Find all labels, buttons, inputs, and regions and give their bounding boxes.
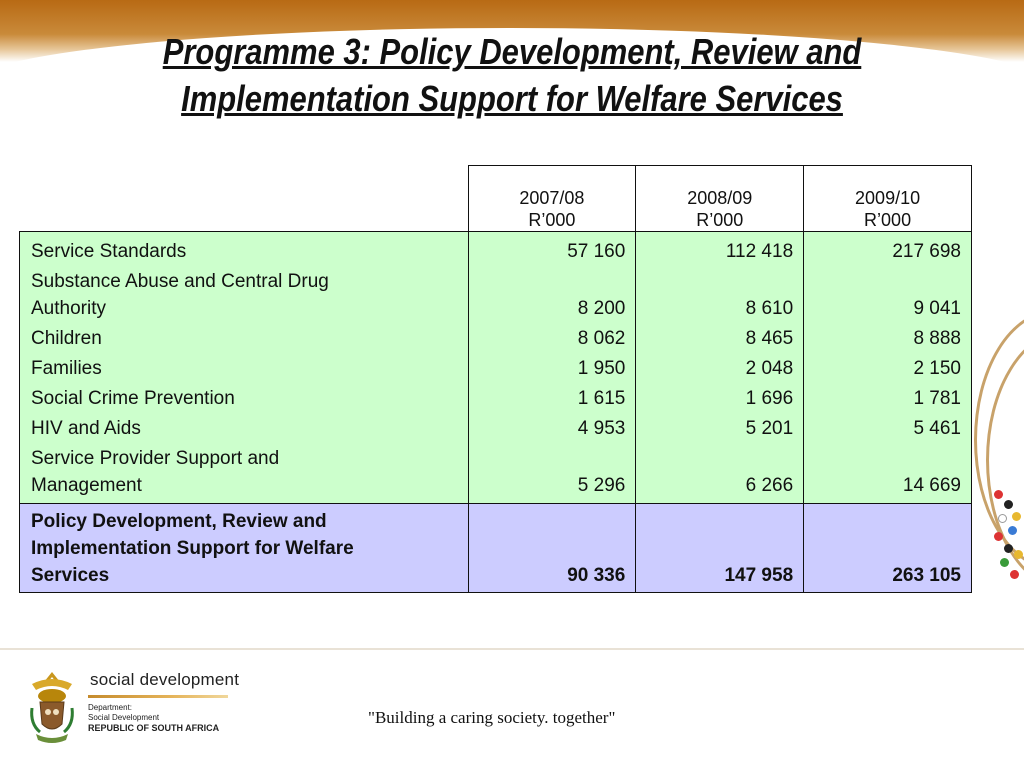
total-label-line: Policy Development, Review and (31, 511, 327, 532)
column-year: 2007/08 (519, 188, 585, 208)
column-unit: R’000 (528, 210, 576, 230)
bead (998, 514, 1007, 523)
department-country: REPUBLIC OF SOUTH AFRICA (88, 723, 220, 733)
bead (1012, 512, 1021, 521)
row-label (20, 268, 469, 325)
title-line-2: Implementation Support for Welfare Services (181, 78, 843, 119)
cell-value: 1 781 (804, 385, 972, 415)
total-value: 90 336 (468, 504, 636, 593)
cell-value: 1 696 (636, 385, 804, 415)
row-label (20, 415, 469, 445)
column-year: 2009/10 (855, 188, 921, 208)
table-row (20, 232, 972, 269)
cell-value: 5 296 (468, 445, 636, 504)
row-label-line: Families (31, 358, 102, 379)
bead (1008, 526, 1017, 535)
table-row (20, 385, 972, 415)
total-value: 263 105 (804, 504, 972, 593)
total-label (20, 504, 469, 593)
row-label-line: Management (31, 475, 142, 496)
column-header-2009-10 (804, 166, 972, 232)
cell-value: 1 615 (468, 385, 636, 415)
bead (994, 532, 1003, 541)
bead (1004, 500, 1013, 509)
department-line: Social Development (88, 713, 160, 722)
row-label (20, 325, 469, 355)
cell-value: 2 048 (636, 355, 804, 385)
row-label (20, 355, 469, 385)
department-line: Department: (88, 703, 133, 712)
column-header-2007-08 (468, 166, 636, 232)
column-year: 2008/09 (687, 188, 753, 208)
total-value: 147 958 (636, 504, 804, 593)
bead (1010, 570, 1019, 579)
slide-title (106, 28, 918, 122)
bead (1000, 558, 1009, 567)
row-label-line: Service Provider Support and (31, 448, 280, 469)
column-unit: R’000 (864, 210, 912, 230)
cell-value: 4 953 (468, 415, 636, 445)
cell-value: 5 201 (636, 415, 804, 445)
total-row (20, 504, 972, 593)
cell-value: 1 950 (468, 355, 636, 385)
cell-value: 217 698 (804, 232, 972, 269)
cell-value: 8 888 (804, 325, 972, 355)
footer-divider (0, 648, 1024, 650)
bead (1014, 550, 1023, 559)
cell-value: 6 266 (636, 445, 804, 504)
row-label-line: HIV and Aids (31, 418, 141, 439)
row-label-line: Substance Abuse and Central Drug (31, 271, 329, 292)
bead (994, 490, 1003, 499)
cell-value: 14 669 (804, 445, 972, 504)
beadwork-decoration (964, 300, 1024, 640)
column-header-2008-09 (636, 166, 804, 232)
table-row (20, 325, 972, 355)
cell-value: 8 062 (468, 325, 636, 355)
total-label-line: Implementation Support for Welfare (31, 538, 354, 559)
title-line-1: Programme 3: Policy Development, Review and (162, 31, 862, 72)
coat-of-arms-icon (26, 668, 78, 744)
budget-table (19, 165, 972, 593)
table-header-row (20, 166, 972, 232)
cell-value: 9 041 (804, 268, 972, 325)
row-label (20, 232, 469, 269)
row-label-line: Service Standards (31, 241, 187, 262)
row-label-line: Authority (31, 298, 106, 319)
slogan: "Building a caring society. together" (368, 708, 616, 727)
department-label (88, 703, 219, 733)
row-label-line: Children (31, 328, 102, 349)
header-blank-cell (20, 166, 469, 232)
table-row (20, 268, 972, 325)
cell-value: 5 461 (804, 415, 972, 445)
logo-underline (88, 695, 228, 698)
cell-value: 57 160 (468, 232, 636, 269)
cell-value: 2 150 (804, 355, 972, 385)
row-label (20, 385, 469, 415)
table-row (20, 355, 972, 385)
row-label (20, 445, 469, 504)
table-row (20, 415, 972, 445)
total-label-line: Services (31, 565, 110, 586)
row-label-line: Social Crime Prevention (31, 388, 235, 409)
cell-value: 112 418 (636, 232, 804, 269)
bead (1004, 544, 1013, 553)
logo-wordmark: social development (90, 670, 240, 689)
table-row (20, 445, 972, 504)
column-unit: R’000 (696, 210, 744, 230)
cell-value: 8 200 (468, 268, 636, 325)
cell-value: 8 610 (636, 268, 804, 325)
cell-value: 8 465 (636, 325, 804, 355)
